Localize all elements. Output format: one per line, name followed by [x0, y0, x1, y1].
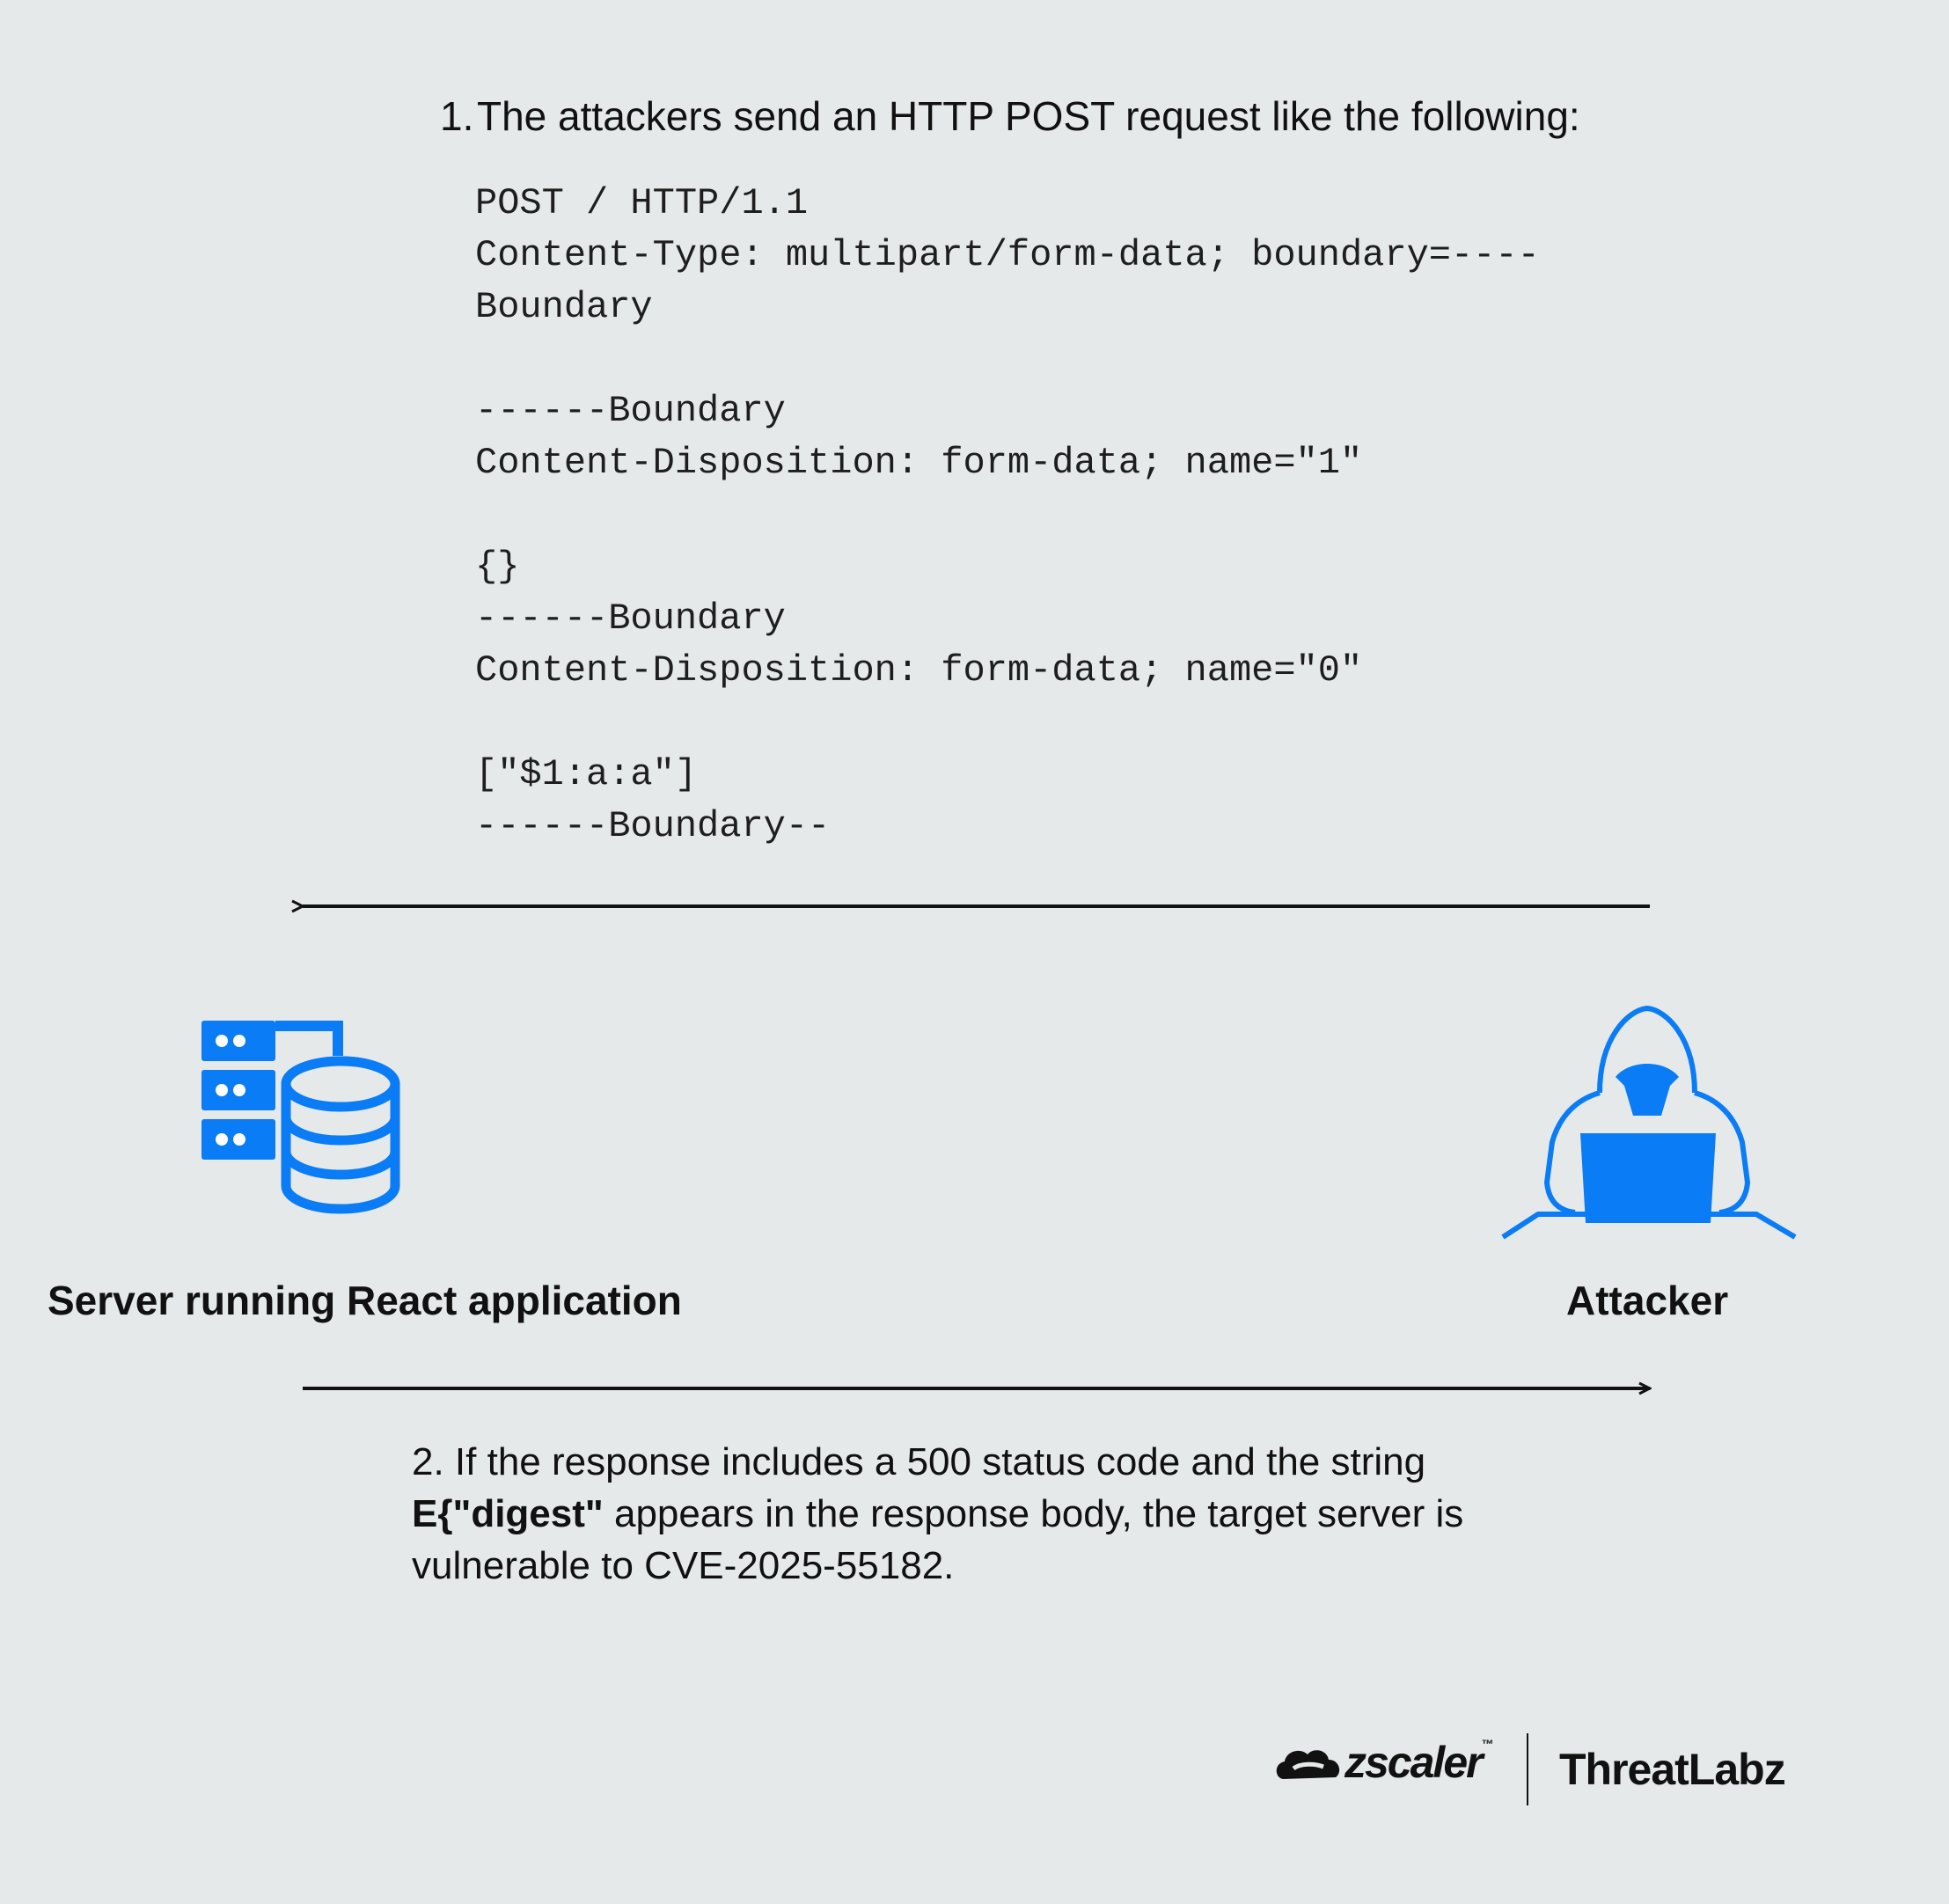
step2-digest-string: E{"digest" — [412, 1492, 604, 1535]
code-line: ------Boundary — [475, 390, 786, 432]
zscaler-logo — [1274, 1737, 1492, 1790]
zscaler-trademark: ™ — [1481, 1737, 1492, 1751]
code-line: Content-Disposition: form-data; name="1" — [475, 442, 1363, 484]
code-line: ["$1:a:a"] — [475, 753, 698, 795]
code-line: {} — [475, 546, 520, 588]
server-database-icon — [201, 1021, 395, 1209]
zscaler-cloud-icon — [1274, 1742, 1345, 1790]
code-line: ------Boundary-- — [475, 805, 831, 847]
hooded-hacker-laptop-icon — [1503, 1008, 1795, 1237]
threatlabz-logo: ThreatLabz — [1559, 1745, 1785, 1794]
code-line: Content-Type: multipart/form-data; boundary=---- — [475, 234, 1540, 276]
step1-description: The attackers send an HTTP POST request like the following: — [477, 93, 1580, 139]
code-line: Content-Disposition: form-data; name="0" — [475, 649, 1363, 692]
step2-prefix: 2. If the response includes a 500 status code and the string — [412, 1440, 1426, 1483]
code-line: Boundary — [475, 286, 653, 328]
code-line: ------Boundary — [475, 597, 786, 640]
logo-divider — [1527, 1733, 1528, 1805]
code-line: POST / HTTP/1.1 — [475, 182, 809, 224]
zscaler-wordmark: zscaler — [1345, 1738, 1482, 1787]
attacker-label: Attacker — [1566, 1278, 1729, 1323]
server-label: Server running React application — [48, 1278, 682, 1323]
step1-number: 1. — [440, 93, 474, 139]
step2-text — [412, 1436, 1608, 1592]
step2-suffix: appears in the response body, the target server is vulnerable to CVE-2025-55182. — [412, 1492, 1464, 1587]
